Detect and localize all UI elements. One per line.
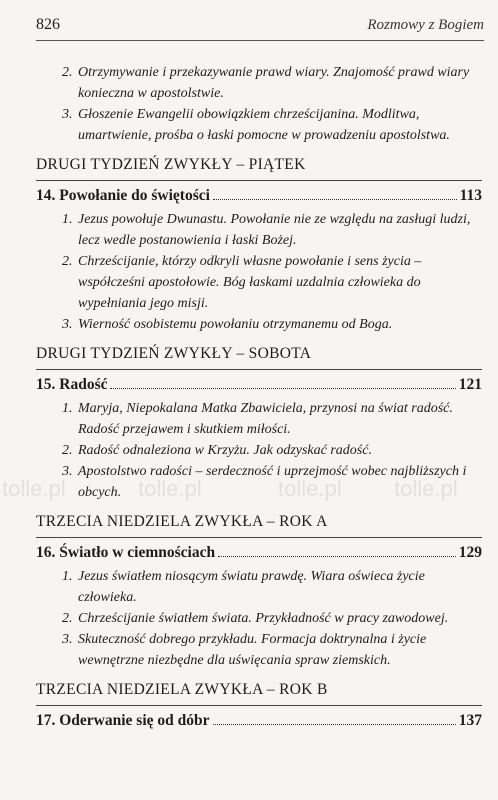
item-text: Otrzymywanie i przekazywanie prawd wiary. Znajomość prawd wiary konieczna w apostolstwie. bbox=[78, 65, 470, 101]
section-heading: DRUGI TYDZIEŃ ZWYKŁY – SOBOTA bbox=[36, 345, 482, 370]
list-item bbox=[36, 398, 482, 440]
item-number: 2. bbox=[62, 254, 73, 269]
item-text: Maryja, Niepokalana Matka Zbawiciela, przynosi na świat radość. Radość przejawem i skutkiem miłości. bbox=[78, 401, 453, 437]
toc-section bbox=[36, 513, 482, 671]
toc-section bbox=[36, 681, 482, 732]
dot-leader bbox=[218, 555, 456, 557]
toc-content bbox=[36, 62, 482, 734]
entry-title: 14. Powołanie do świętości bbox=[36, 187, 210, 204]
watermark-text: tolle.pl bbox=[278, 476, 342, 501]
watermark-text: tolle.pl bbox=[2, 476, 66, 501]
entry-page: 121 bbox=[458, 376, 482, 393]
list-item bbox=[36, 314, 482, 335]
item-text: Chrześcijanie światłem świata. Przykładność w pracy zawodowej. bbox=[78, 611, 449, 626]
section-heading: TRZECIA NIEDZIELA ZWYKŁA – ROK A bbox=[36, 513, 482, 538]
entry-title: 15. Radość bbox=[36, 376, 108, 393]
item-text: Chrześcijanie, którzy odkryli własne powołanie i sens życia – współcześni apostołowie. Bóg łaskami uzdalnia człowieka do wypełniania jego misji. bbox=[78, 254, 422, 311]
item-text: Radość odnaleziona w Krzyżu. Jak odzyskać radość. bbox=[78, 443, 372, 458]
running-header bbox=[36, 14, 484, 41]
item-text: Skuteczność dobrego przykładu. Formacja doktrynalna i życie wewnętrzne niezbędne dla uświęcania spraw ziemskich. bbox=[78, 632, 427, 668]
toc-entry[interactable] bbox=[36, 710, 482, 732]
dot-leader bbox=[110, 387, 455, 389]
dot-leader bbox=[213, 198, 457, 200]
item-number: 2. bbox=[62, 611, 73, 626]
toc-section bbox=[36, 345, 482, 503]
toc-entry[interactable] bbox=[36, 374, 482, 396]
item-text: Głoszenie Ewangelii obowiązkiem chrześcijanina. Modlitwa, umartwienie, prośba o łaski pomocne w prowadzeniu apostolstwa. bbox=[78, 107, 450, 143]
item-text: Jezus powołuje Dwunastu. Powołanie nie ze względu na zasługi ludzi, lecz wedle postanowienia i łaski Bożej. bbox=[78, 212, 471, 248]
list-item bbox=[36, 251, 482, 314]
toc-entry[interactable] bbox=[36, 185, 482, 207]
item-number: 2. bbox=[62, 443, 73, 458]
top-items bbox=[36, 62, 482, 146]
toc-section bbox=[36, 156, 482, 335]
list-item bbox=[36, 629, 482, 671]
list-item bbox=[36, 608, 482, 629]
watermark-text: tolle.pl bbox=[138, 476, 202, 501]
entry-page: 137 bbox=[458, 712, 482, 729]
item-number: 1. bbox=[62, 569, 73, 584]
list-item bbox=[36, 209, 482, 251]
item-number: 3. bbox=[62, 317, 73, 332]
entry-page: 113 bbox=[459, 187, 482, 204]
item-number: 3. bbox=[62, 464, 73, 479]
list-item bbox=[36, 62, 482, 104]
item-text: Wierność osobistemu powołaniu otrzymanemu od Boga. bbox=[78, 317, 393, 332]
running-title: Rozmowy z Bogiem bbox=[367, 17, 484, 33]
item-number: 3. bbox=[62, 107, 73, 122]
section-heading: DRUGI TYDZIEŃ ZWYKŁY – PIĄTEK bbox=[36, 156, 482, 181]
entry-title: 16. Światło w ciemnościach bbox=[36, 544, 216, 561]
item-text: Apostolstwo radości – serdeczność i uprzejmość wobec najbliższych i obcych. bbox=[78, 464, 467, 500]
entry-page: 129 bbox=[458, 544, 482, 561]
item-number: 1. bbox=[62, 212, 73, 227]
item-number: 3. bbox=[62, 632, 73, 647]
list-item bbox=[36, 104, 482, 146]
list-item bbox=[36, 566, 482, 608]
watermark-text: tolle.pl bbox=[394, 476, 458, 501]
dot-leader bbox=[213, 723, 456, 725]
toc-entry[interactable] bbox=[36, 542, 482, 564]
item-text: Jezus światłem niosącym światu prawdę. Wiara oświeca życie człowieka. bbox=[78, 569, 425, 605]
section-heading: TRZECIA NIEDZIELA ZWYKŁA – ROK B bbox=[36, 681, 482, 706]
list-item bbox=[36, 440, 482, 461]
item-number: 2. bbox=[62, 65, 73, 80]
page-number: 826 bbox=[36, 16, 60, 33]
list-item bbox=[36, 461, 482, 503]
entry-title: 17. Oderwanie się od dóbr bbox=[36, 712, 210, 729]
item-number: 1. bbox=[62, 401, 73, 416]
